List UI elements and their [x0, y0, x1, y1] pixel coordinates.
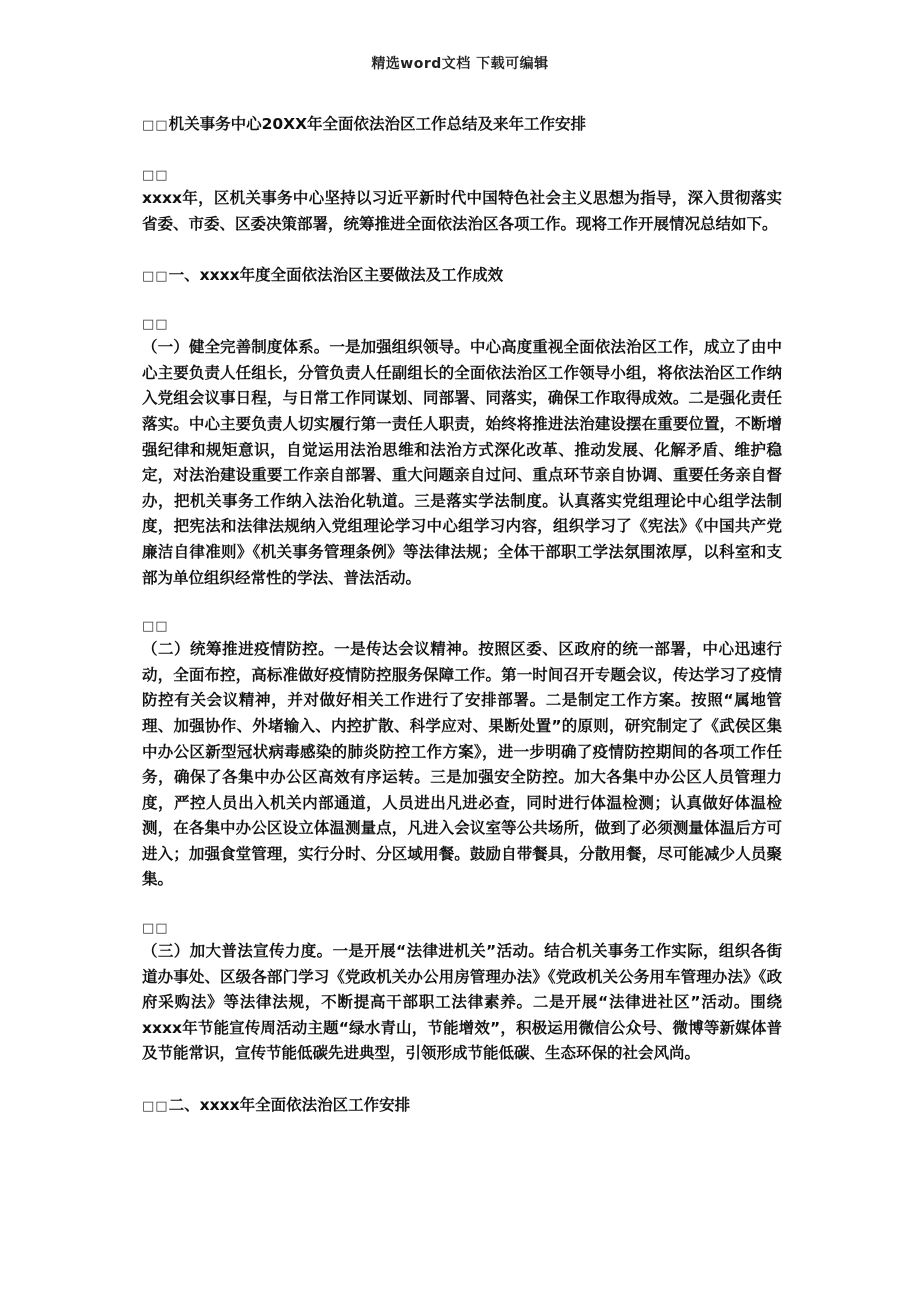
intro-paragraph: xxxx年，区机关事务中心坚持以习近平新时代中国特色社会主义思想为指导，深入贯彻落实省委、市委、区委决策部署，统筹推进全面依法治区各项工作。现将工作开展情况总结如下。 [142, 189, 782, 233]
document-title-text: 机关事务中心20XX年全面依法治区工作总结及来年工作安排 [168, 115, 587, 133]
section-heading-2-text: 二、xxxx年全面依法治区工作安排 [168, 1096, 411, 1115]
placeholder-glyphs: □□ [142, 168, 169, 183]
placeholder-glyphs: □□ [142, 1099, 169, 1115]
placeholder-glyphs: □□ [142, 118, 169, 133]
page-header: 精选word文档 下载可编辑 [371, 56, 549, 72]
document-title [142, 112, 782, 138]
paragraph-system: （一）健全完善制度体系。一是加强组织领导。中心高度重视全面依法治区工作，成立了由中心主要负责人任组长，分管负责人任副组长的全面依法治区工作领导小组，将依法治区工作纳入党组会议事日程，与日常工作同谋划、同部署、同落实，确保工作取得成效。二是强化责任落实。中心主要负责人切实履行第一责任人职责，始终将推进法治建设摆在重要位置，不断增强纪律和规矩意识，自觉运用法治思维和法治方式深化改革、推动发展、化解矛盾、维护稳定，对法治建设重要工作亲自部署、重大问题亲自过问、重点环节亲自协调、重要任务亲自督办，把机关事务工作纳入法治化轨道。三是落实学法制度。认真落实党组理论中心组学法制度，把宪法和法律法规纳入党组理论学习中心组学习内容，组织学习了《宪法》《中国共产党廉洁自律准则》《机关事务管理条例》等法律法规；全体干部职工学法氛围浓厚，以科室和支部为单位组织经常性的学法、普法活动。 [142, 338, 782, 587]
placeholder-glyphs: □□ [142, 619, 169, 635]
section-heading-2 [142, 1093, 782, 1119]
placeholder-glyphs: □□ [142, 317, 169, 333]
placeholder-glyphs: □□ [142, 921, 169, 937]
paragraph-legal-publicity: （三）加大普法宣传力度。一是开展“法律进机关”活动。结合机关事务工作实际，组织各街道办事处、区级各部门学习《党政机关办公用房管理办法》《党政机关公务用车管理办法》《政府采购法》等法律法规，不断提高干部职工法律素养。二是开展“法律进社区”活动。围绕xxxx年节能宣传周活动主题“绿水青山，节能增效”，积极运用微信公众号、微博等新媒体普及节能常识，宣传节能低碳先进典型，引领形成节能低碳、生态环保的社会风尚。 [142, 942, 782, 1063]
section-heading-1-text: 一、xxxx年度全面依法治区主要做法及工作成效 [168, 266, 504, 285]
document-body [142, 112, 782, 1119]
paragraph-epidemic: （二）统筹推进疫情防控。一是传达会议精神。按照区委、区政府的统一部署，中心迅速行动，全面布控，高标准做好疫情防控服务保障工作。第一时间召开专题会议，传达学习了疫情防控有关会议精神，并对做好相关工作进行了安排部署。二是制定工作方案。按照“属地管理、加强协作、外堵输入、内控扩散、科学应对、果断处置”的原则，研究制定了《武侯区集中办公区新型冠状病毒感染的肺炎防控工作方案》，进一步明确了疫情防控期间的各项工作任务，确保了各集中办公区高效有序运转。三是加强安全防控。加大各集中办公区人员管理力度，严控人员出入机关内部通道，人员进出凡进必查，同时进行体温检测；认真做好体温检测，在各集中办公区设立体温测量点，凡进入会议室等公共场所，做到了必须测量体温后方可进入；加强食堂管理，实行分时、分区域用餐。鼓励自带餐具，分散用餐，尽可能减少人员聚集。 [142, 640, 782, 889]
section-heading-1 [142, 263, 782, 289]
placeholder-glyphs: □□ [142, 269, 169, 285]
